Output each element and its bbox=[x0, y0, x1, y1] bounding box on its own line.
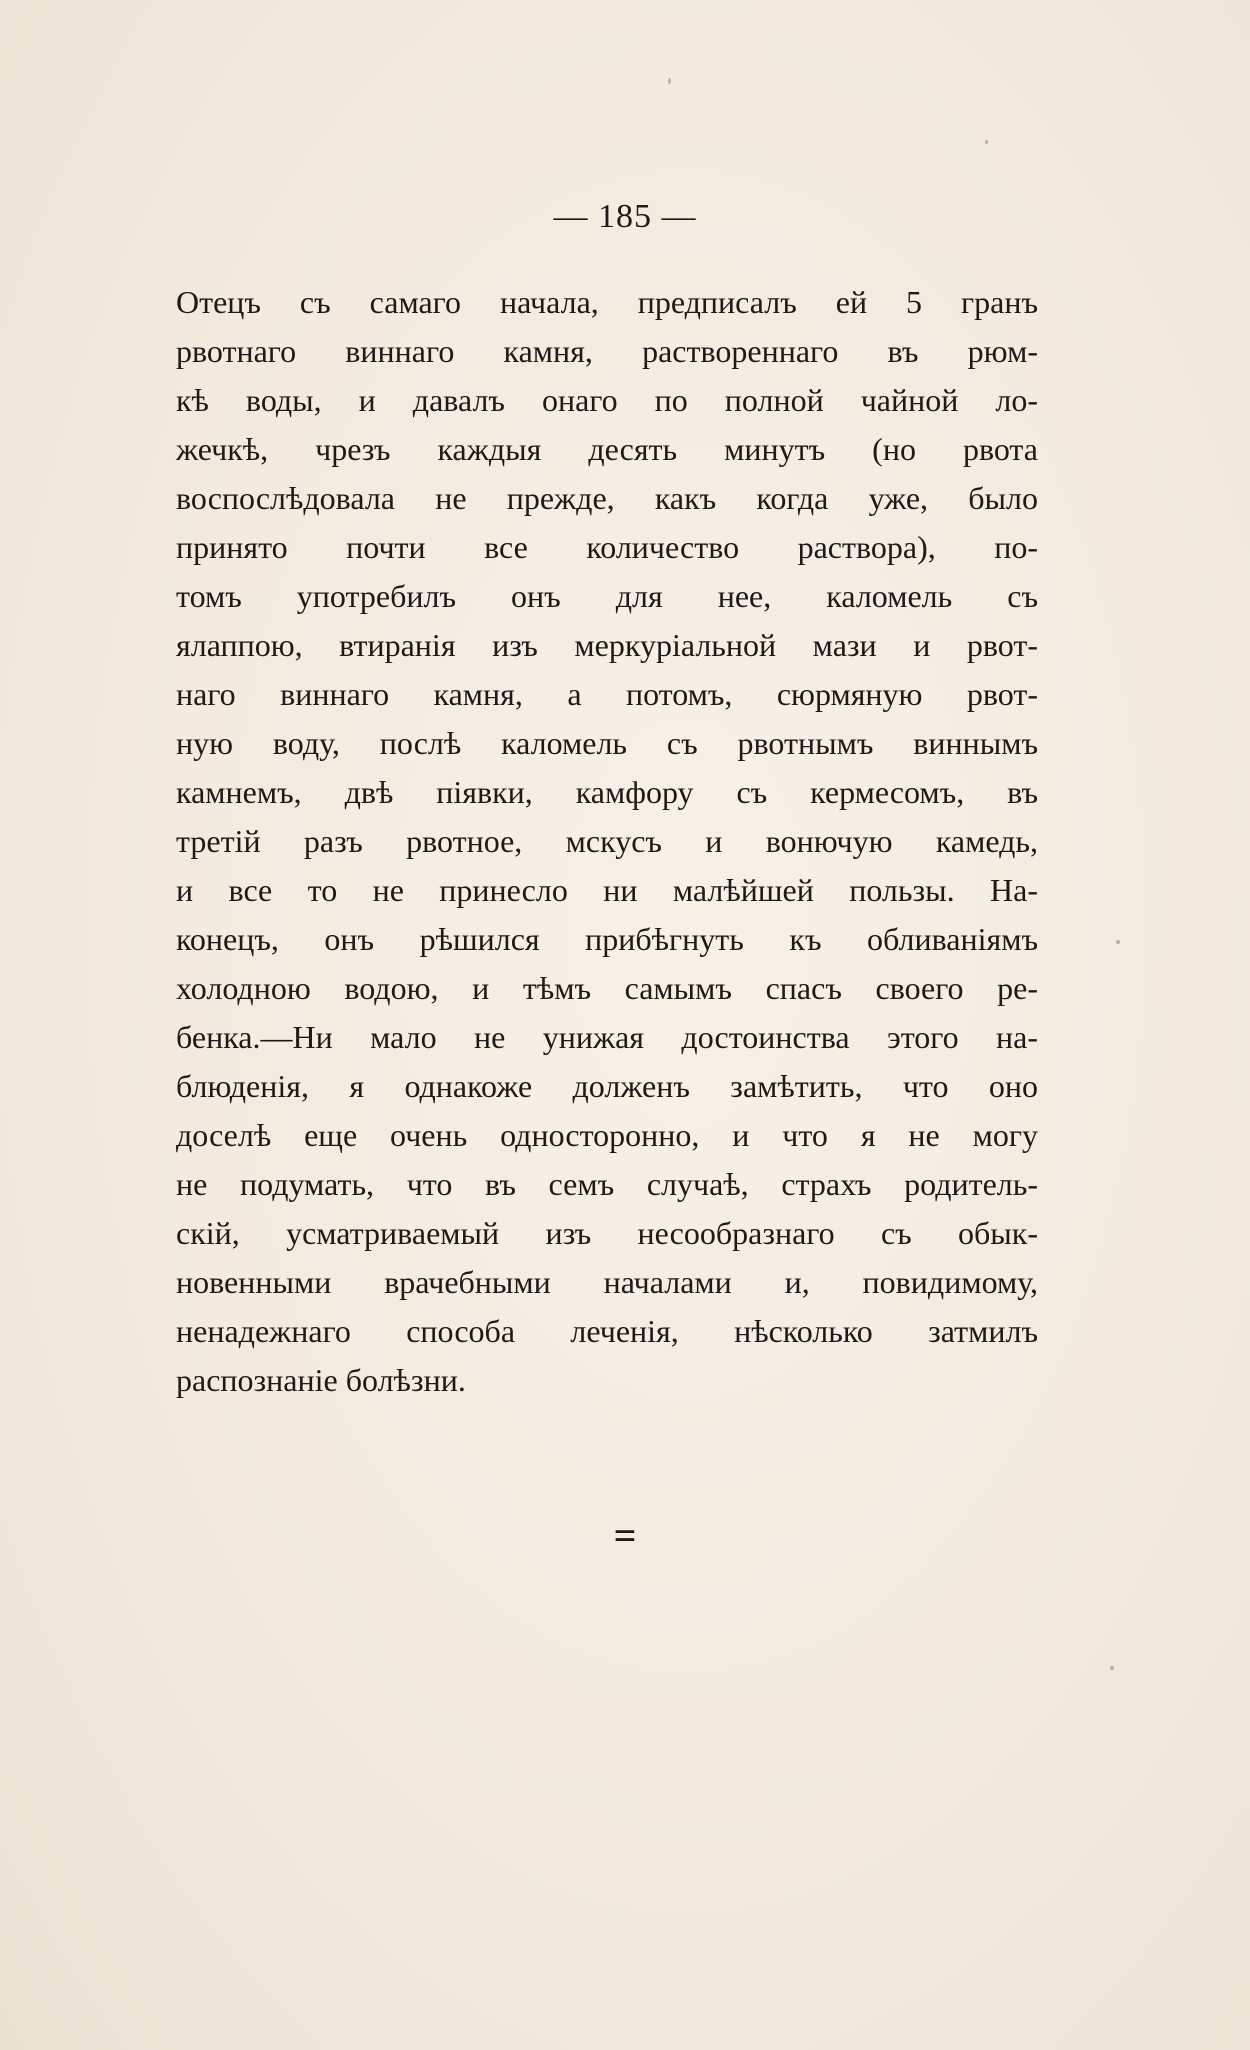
paper-speck bbox=[668, 78, 671, 84]
section-end-mark: = bbox=[613, 1513, 637, 1558]
paper-speck bbox=[1116, 940, 1120, 944]
text-line: конецъ, онъ рѣшился прибѣгнуть къ обливаніямъ bbox=[176, 921, 1038, 957]
text-line: бенка.—Ни мало не унижая достоинства этого на- bbox=[176, 1019, 1038, 1055]
text-line: блюденія, я однакоже долженъ замѣтить, что оно bbox=[176, 1068, 1038, 1104]
text-line: холодною водою, и тѣмъ самымъ спасъ своего ре- bbox=[176, 970, 1038, 1006]
text-line: и все то не принесло ни малѣйшей пользы. На- bbox=[176, 872, 1038, 908]
paper-speck bbox=[1110, 1666, 1114, 1670]
text-line: воспослѣдовала не прежде, какъ когда уже, было bbox=[176, 480, 1038, 516]
text-line: рвотнаго виннаго камня, раствореннаго въ рюм- bbox=[176, 333, 1038, 369]
text-line: жечкѣ, чрезъ каждыя десять минутъ (но рвота bbox=[176, 431, 1038, 467]
text-line: камнемъ, двѣ піявки, камфору съ кермесомъ, въ bbox=[176, 774, 1038, 810]
text-line: кѣ воды, и давалъ онаго по полной чайной ло- bbox=[176, 382, 1038, 418]
text-line: ную воду, послѣ каломель съ рвотнымъ виннымъ bbox=[176, 725, 1038, 761]
text-line: не подумать, что въ семъ случаѣ, страхъ родитель- bbox=[176, 1166, 1038, 1202]
text-line: ненадежнаго способа леченія, нѣсколько затмилъ bbox=[176, 1313, 1038, 1349]
text-line: новенными врачебными началами и, повидимому, bbox=[176, 1264, 1038, 1300]
body-text bbox=[176, 278, 1038, 1405]
text-line: томъ употребилъ онъ для нее, каломель съ bbox=[176, 578, 1038, 614]
text-line: доселѣ еще очень односторонно, и что я не могу bbox=[176, 1117, 1038, 1153]
text-line: Отецъ съ самаго начала, предписалъ ей 5 гранъ bbox=[176, 284, 1038, 320]
paper-speck bbox=[985, 140, 988, 144]
text-line: ялаппою, втиранія изъ меркуріальной мази и рвот- bbox=[176, 627, 1038, 663]
text-line: третій разъ рвотное, мскусъ и вонючую камедь, bbox=[176, 823, 1038, 859]
text-line: принято почти все количество раствора), по- bbox=[176, 529, 1038, 565]
page-number: — 185 — bbox=[553, 198, 697, 235]
text-line: скій, усматриваемый изъ несообразнаго съ обык- bbox=[176, 1215, 1038, 1251]
text-line-last: распознаніе болѣзни. bbox=[176, 1362, 466, 1398]
text-line: наго виннаго камня, а потомъ, сюрмяную рвот- bbox=[176, 676, 1038, 712]
